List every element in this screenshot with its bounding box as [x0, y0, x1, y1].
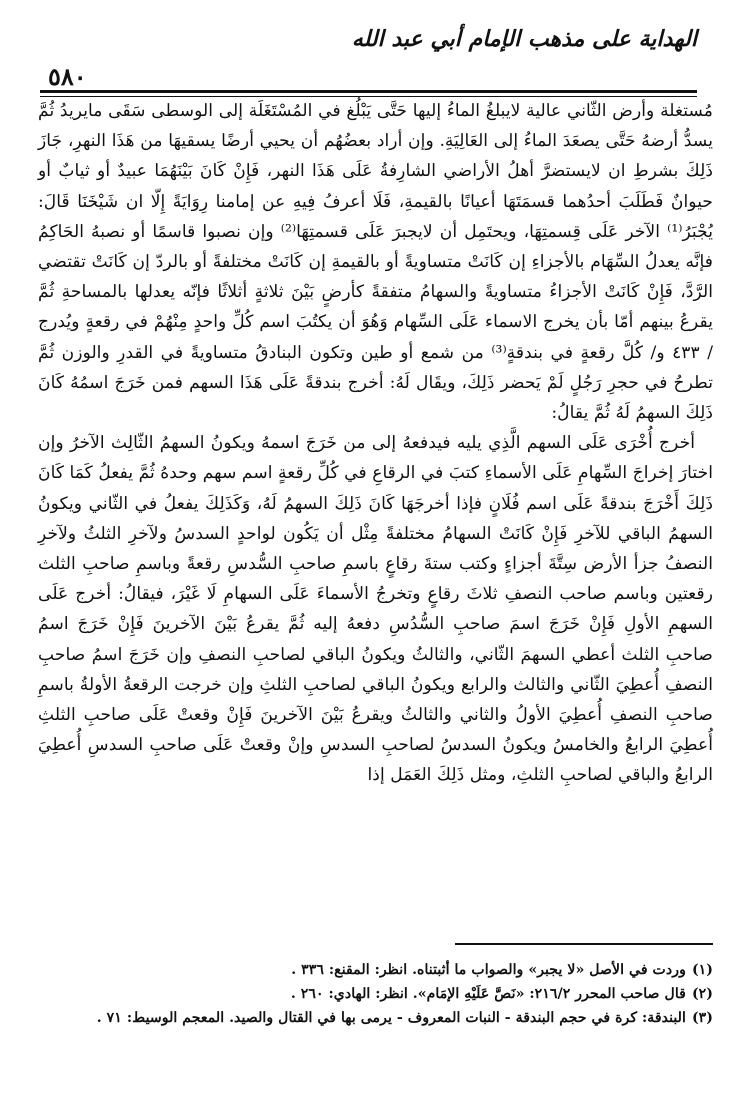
footnote-text: البندقة: كرة في حجم البندقة - النبات المعروف - يرمى بها في القتال والصيد. المعجم الوسيط: ٧١ . — [96, 1010, 686, 1026]
paragraph: أخرج أُخْرَى عَلَى السهم الَّذِي يليه فيدفعهُ إلى من خَرَجَ اسمهُ ويكونُ السهمُ الثّالِث الآخرُ وإن اختارَ إخراجَ السِّهامِ عَلَى الأسماءِ كتبَ في الرقاعِ في كُلِّ رقعةٍ اسم سهم وحدهُ ثُمَّ يفعلُ كَمَا كَانَ ذَلِكَ أَخْرَجَ بندقةً عَلَى اسم فُلَانٍ فإذا أخرجَهَا كَانَ ذَلِكَ السهمُ لَهُ، وَكَذَلِكَ يفعلُ في الثّاني ويكونُ السهمُ الباقي للآخرِ فَإِنْ كَانَتْ السهامُ مختلفةً مِثْل أن يَكُون لواحدٍ السدسُ ولآخرِ الثلثُ ولآخرِ النصفُ جزأ الأرض سِتَّةَ أجزاءٍ وكتب ستةَ رقاعٍ باسمِ صاحبِ السُّدسِ رقعةً وباسمِ صاحبِ الثلث رقعتين وباسم صاحب النصفِ ثلاثَ رقاعٍ وتخرجُ الأسماءَ عَلَى السهامِ لَا غَيْرَ، فيقالُ: أخرج عَلَى السهمِ الأولِ فَإِنْ خَرَجَ اسمَ صاحبِ السُّدُسِ دفعهُ إليه ثُمَّ يقرعُ بَيْنَ الآخرينَ فَإِنْ خَرَجَ اسمُ صاحبِ الثلث أعطي السهمَ الثّاني، والثالثُ ويكونُ الباقي لصاحبِ النصفِ وإن خَرَجَ اسمُ صاحبِ النصفِ أُعطِيَ الثّاني والثالث والرابع ويكونُ الباقي لصاحبِ الثلثِ وإن خرجت الرقعةُ الأولةُ باسمِ صاحبِ النصفِ أُعطِيَ الأولُ والثاني والثالثُ ويقرعُ بَيْنَ الآخرينَ فَإِنْ وقعتْ عَلَى صاحبِ الثلثِ أُعطِيَ الرابعُ والخامسُ ويكونُ السدسُ لصاحبِ السدسِ وإنْ وقعتْ عَلَى صاحبِ السدسِ أُعطِيَ الرابعُ والباقي لصاحبِ الثلثِ، ومثل ذَلِكَ العَمَل إذا — [38, 433, 713, 786]
page-header — [40, 26, 697, 91]
footnote — [38, 958, 713, 982]
paragraph: مُستغلة وأرض الثّاني عالية لايبلغُ الماءُ إليها حَتَّى يَبْلُغ في المُسْتَغَلَة إلى الوسطى سَقَى مايريدُ ثُمَّ يسدُّ أرضهُ حَتَّى يصعَدَ الماءُ إلى العَالِيَةِ. وإن أراد بعضُهُم أن يحيي أرضًا يسقيهَا من هَذَا النهرِ، جَازَ ذَلِكَ بشرطِ ان لايستضرَّ أهلُ الأراضي الشارِفةُ عَلَى هَذَا النهر، فَإِنْ كَانَ بَيْنَهُمَا عبيدٌ أو ثيابٌ أو حيوانٌ فَطَلَبَ أحدُهما قسمَتَهَا أعيانًا بالقيمةِ، فَلَا أعرفُ فِيهِ عن إمامنا رِوَايَةً إِلّا ان شَيْخَنَا قَالَ: يُجْبَرُ⁽¹⁾ الآخر عَلَى قِسمتِهَا، ويحتَمِل أن لايجبرَ عَلَى قسمتِهَا⁽²⁾ وإن نصبوا قاسمًا أو نصبهُ الحَاكِمُ فإنَّه يعدلُ السِّهَام بالأجزاءِ إن كَانَتْ متساويةً أو بالقيمةِ إن كَانَتْ مختلفةً أو بالردّ إن كَانَتْ تقتضي الرَّدَّ، فَإِنْ كَانَتْ الأجزاءُ متساويةً والسهامُ متفقةً كأرضٍ بَيْنَ ثلاثةٍ أثلاثًا فإنّه يعدلها بالمساحةِ ثُمَّ يقرعُ بينهم أمّا بأن يخرج الاسماء عَلَى السِّهام وَهُوَ أن يكتُبَ اسم كُلِّ واحدٍ مِنْهُمْ في رقعةٍ ويُدرج / ٤٣٣ و/ كُلَّ رقعةٍ في بندقةٍ⁽³⁾ من شمع أو طين وتكون البنادقُ متساويةً في القدرِ والوزن ثُمَّ تطرحُ في حجرِ رَجُلٍ لَمْ يَحضر ذَلِكَ، ويقَال لَهُ: أخرج بندقةً عَلَى هَذَا السهم فمن خَرَجَ اسمُهُ كَانَ ذَلِكَ السهمُ لَهُ ثُمَّ يقالُ: — [38, 101, 713, 424]
footnote-marker: (٣) — [691, 1010, 713, 1026]
footnote-marker: (١) — [691, 962, 713, 978]
footnote — [38, 1006, 713, 1030]
footnote-rule — [455, 943, 713, 945]
main-text — [38, 96, 713, 791]
footnote — [38, 982, 713, 1006]
footnote-marker: (٢) — [691, 986, 713, 1002]
header-rule — [40, 90, 697, 93]
footnote-text: وردت في الأصل «لا يجبر» والصواب ما أثبتناه. انظر: المقنع: ٣٣٦ . — [291, 962, 686, 978]
page-number: ٥٨٠ — [48, 62, 87, 91]
footnote-text: قال صاحب المحرر ٢١٦/٢: «نَصَّ عَلَيْهِ الإمَام». انظر: الهادي: ٢٦٠ . — [290, 986, 686, 1002]
running-title: الهداية على مذهب الإمام أبي عبد الله — [351, 26, 697, 52]
footnotes — [38, 958, 713, 1030]
